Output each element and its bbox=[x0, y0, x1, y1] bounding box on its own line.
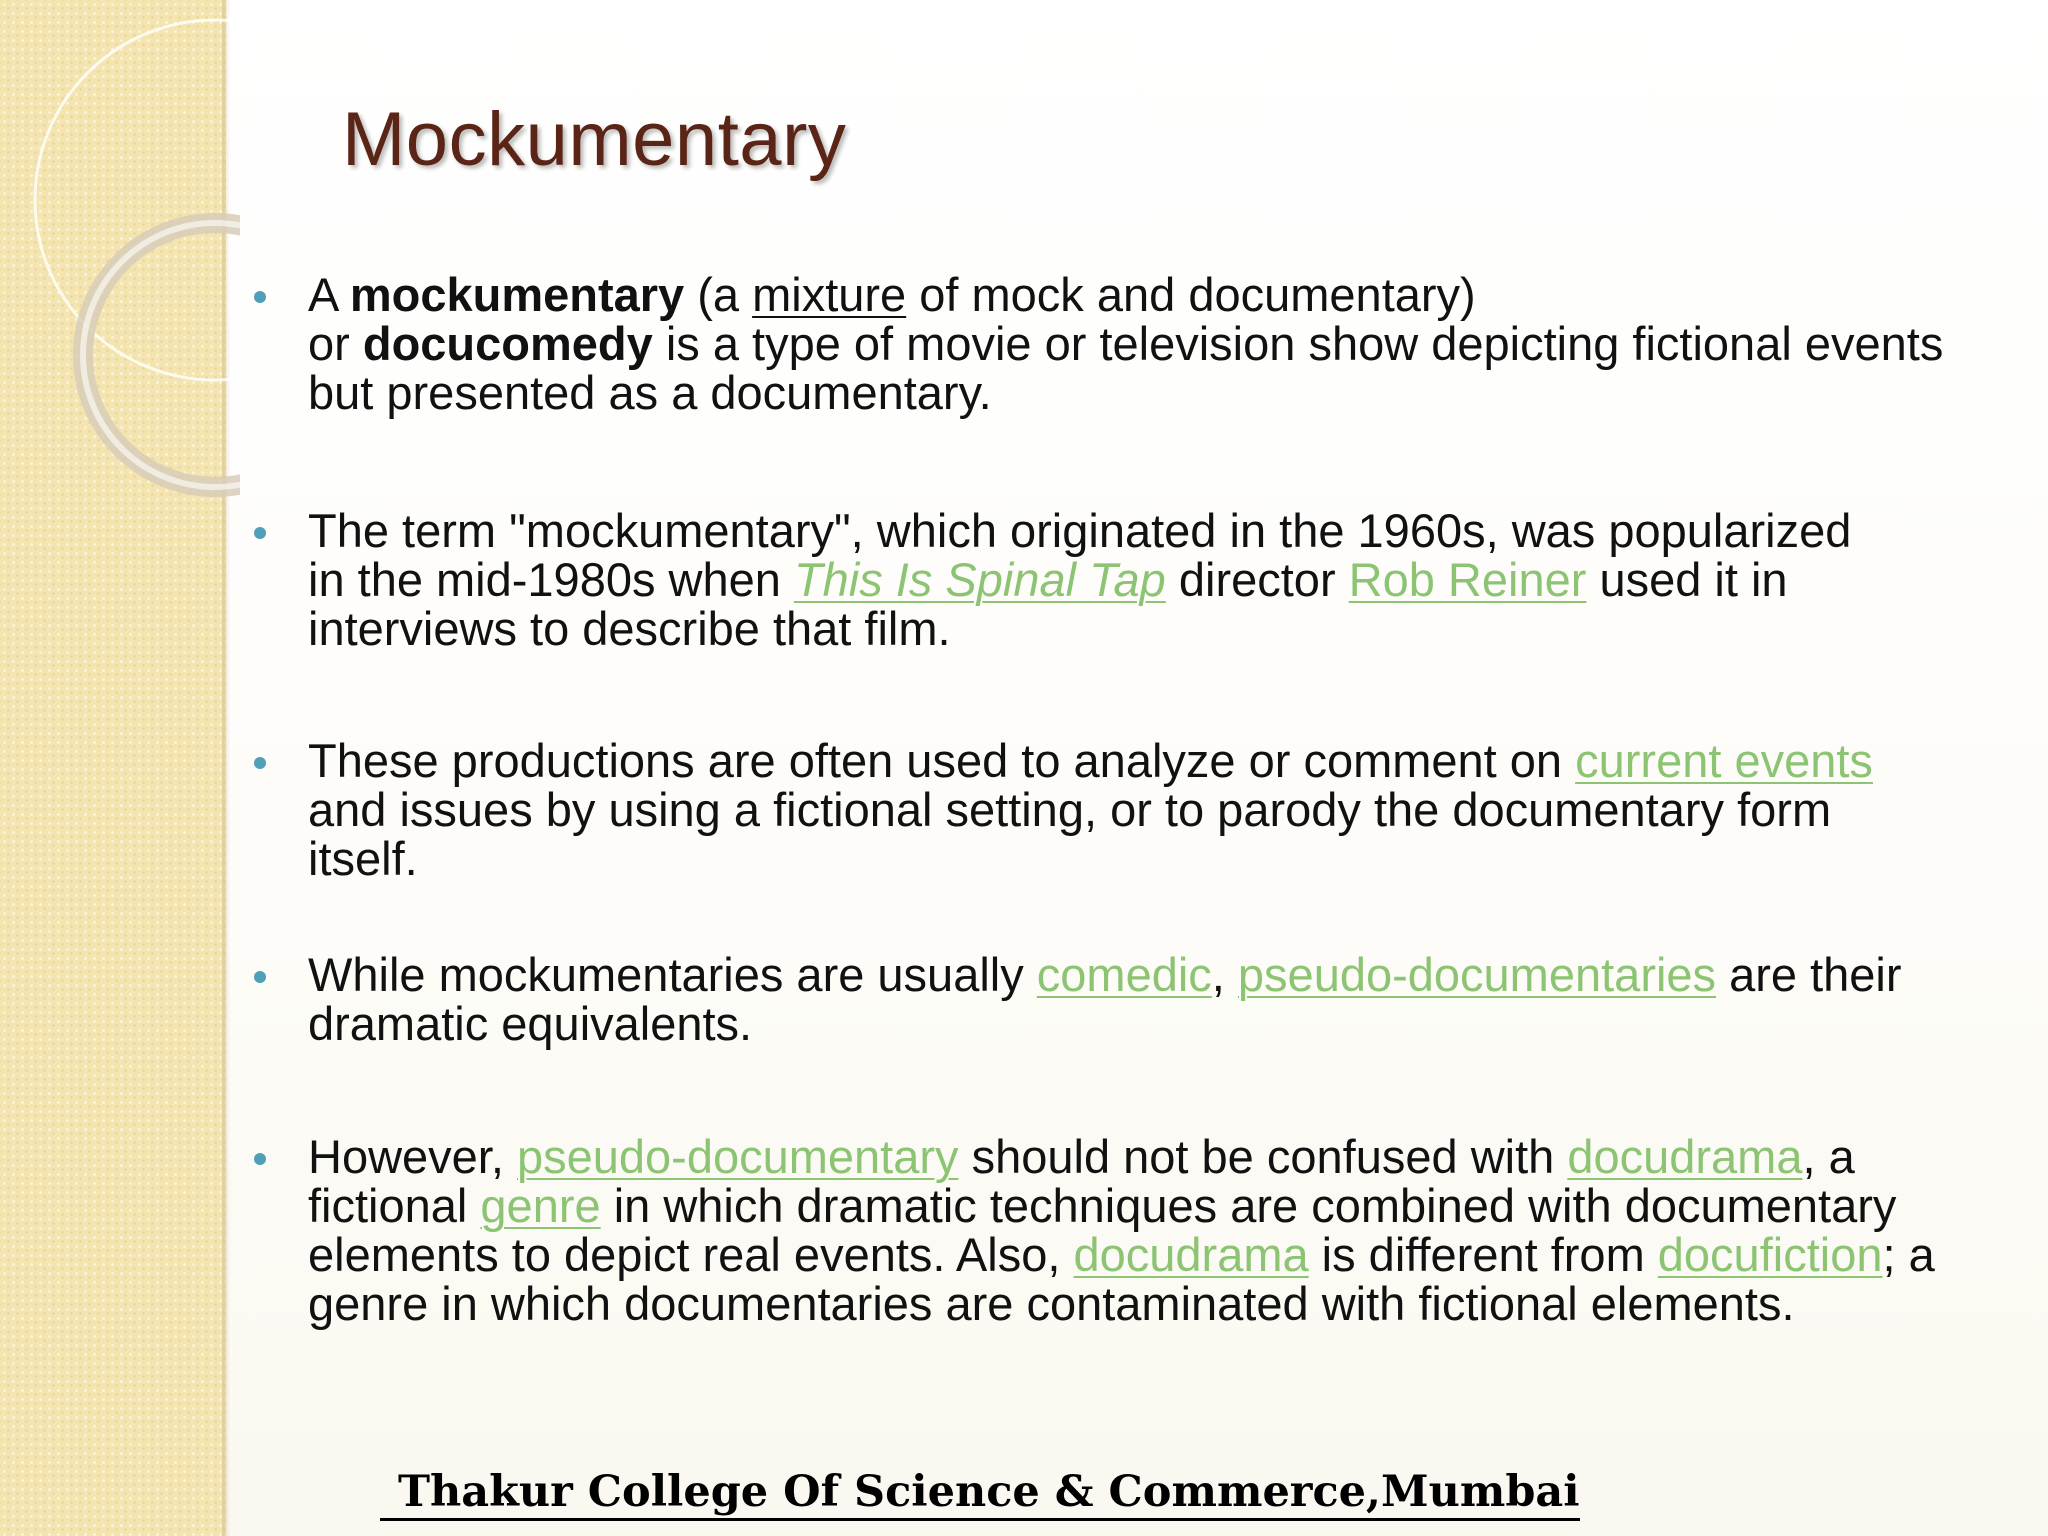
link-comedic[interactable]: comedic bbox=[1036, 948, 1212, 1001]
term-bold: docucomedy bbox=[362, 317, 653, 370]
bullet-dot bbox=[254, 291, 266, 303]
ring-small-highlight bbox=[83, 223, 240, 487]
link-pseudo-documentaries[interactable]: pseudo-documentaries bbox=[1237, 948, 1717, 1001]
text: , a fictional bbox=[308, 1130, 1855, 1232]
link-genre[interactable]: genre bbox=[480, 1179, 601, 1232]
text: should not be confused with bbox=[958, 1130, 1568, 1183]
text: , bbox=[1211, 948, 1238, 1001]
text: While mockumentaries are usually bbox=[308, 948, 1037, 1001]
bullet-text bbox=[308, 506, 1868, 653]
decorative-rings bbox=[0, 0, 240, 520]
text: used it in interviews to describe that film. bbox=[308, 553, 1788, 655]
bullet-dot bbox=[254, 757, 266, 769]
bullet-text bbox=[308, 270, 2008, 417]
text: of mock and documentary) bbox=[906, 268, 1476, 321]
term-bold: mockumentary bbox=[349, 268, 685, 321]
bullet-dot bbox=[254, 1153, 266, 1165]
bullet-dot bbox=[254, 971, 266, 983]
text: The term "mockumentary", which originated in the 1960s, was popularized in the mid-1980s when bbox=[308, 504, 1852, 606]
link-this-is-spinal-tap[interactable]: This Is Spinal Tap bbox=[793, 553, 1166, 606]
text: However, bbox=[308, 1130, 517, 1183]
term-underlined: mixture bbox=[752, 268, 907, 321]
bullet-text bbox=[308, 1132, 2008, 1328]
ring-large bbox=[35, 20, 240, 380]
link-pseudo-documentary[interactable]: pseudo-documentary bbox=[516, 1130, 959, 1183]
bullet-text bbox=[308, 950, 2008, 1048]
bullet-text bbox=[308, 736, 1908, 883]
slide-title: Mockumentary bbox=[342, 97, 847, 182]
ring-small bbox=[83, 223, 240, 487]
text: are their dramatic equivalents. bbox=[308, 948, 1902, 1050]
text: or bbox=[308, 317, 363, 370]
text: is different from bbox=[1308, 1228, 1658, 1281]
footer-college-name: Thakur College Of Science & Commerce,Mumbai bbox=[380, 1466, 1580, 1521]
text: A bbox=[308, 268, 350, 321]
link-rob-reiner[interactable]: Rob Reiner bbox=[1348, 553, 1587, 606]
text: director bbox=[1165, 553, 1349, 606]
link-docudrama[interactable]: docudrama bbox=[1073, 1228, 1309, 1281]
text: and issues by using a fictional setting, or to parody the documentary form itself. bbox=[308, 783, 1832, 885]
text: is a type of movie or television show depicting fictional events but presented as a documentary. bbox=[308, 317, 1944, 419]
text: (a bbox=[684, 268, 753, 321]
text: in which dramatic techniques are combined with documentary elements to depict real events. Also, bbox=[308, 1179, 1897, 1281]
link-docudrama[interactable]: docudrama bbox=[1567, 1130, 1803, 1183]
link-current-events[interactable]: current events bbox=[1575, 734, 1873, 787]
text: ; a genre in which documentaries are contaminated with fictional elements. bbox=[308, 1228, 1935, 1330]
link-docufiction[interactable]: docufiction bbox=[1657, 1228, 1883, 1281]
bullet-dot bbox=[254, 527, 266, 539]
text: These productions are often used to analyze or comment on bbox=[308, 734, 1576, 787]
